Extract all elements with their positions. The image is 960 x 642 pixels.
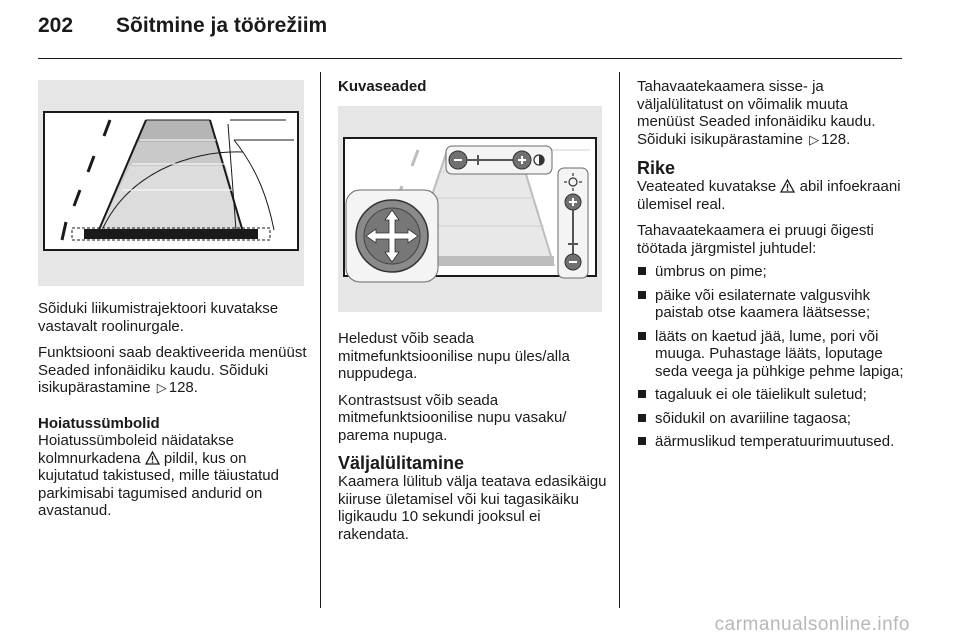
display-settings-figure [338, 106, 602, 312]
list-item: äärmuslikud temperatuurimuutused. [637, 433, 907, 451]
reference-page: 128. [168, 379, 198, 396]
column-middle-body [338, 330, 610, 552]
column-left [38, 300, 308, 529]
column-middle [338, 78, 610, 96]
deactivate-text: Funktsiooni saab deaktiveerida menüüst Seaded infonäidiku kaudu. [38, 344, 307, 379]
warning-text-a: Hoiatussümboleid näidatakse kolmnurkadena [38, 432, 234, 467]
fault-heading: Rike [637, 158, 676, 178]
trajectory-paragraph: Sõiduki liikumistrajektoori kuvatakse vastavalt roolinurgale. [38, 300, 279, 335]
bullet-square-icon [638, 390, 646, 398]
warning-symbols-paragraph [38, 432, 308, 520]
reference-prefix: Sõiduki isikupärastamine [38, 361, 269, 396]
bullet-square-icon [638, 414, 646, 422]
camera-toggle-text: Tahavaatekaamera sisse- ja väljalülitatust on võimalik muuta menüüst Seaded infonäidiku kaudu. [637, 78, 876, 130]
column-divider-1 [320, 72, 321, 608]
page-reference-arrow-icon: ▷ [156, 380, 167, 395]
bullet-square-icon [638, 437, 646, 445]
error-text-a: Veateated kuvatakse [637, 178, 777, 195]
conditions-list [637, 263, 907, 451]
column-divider-2 [619, 72, 620, 608]
camera-toggle-paragraph [637, 78, 907, 148]
warning-symbols-heading: Hoiatussümbolid [38, 414, 160, 432]
watermark: carmanualsonline.info [714, 614, 910, 635]
page-number: 202 [38, 14, 74, 37]
display-settings-illustration [338, 106, 602, 312]
warning-text-b: pildil, kus on kujutatud takistused, mille täiustatud parkimisabi tagumised andurid on avastanud. [38, 449, 279, 519]
brightness-paragraph: Heledust võib seada mitmefunktsioonilise nupu üles/alla nuppudega. [338, 330, 570, 382]
page-title: Sõitmine ja töörežiim [116, 14, 328, 37]
page-reference-arrow-icon: ▷ [809, 131, 820, 147]
error-text-b: abil infoekraani ülemisel real. [637, 178, 901, 213]
reference-page: 128. [821, 130, 851, 148]
list-item: tagaluuk ei ole täielikult suletud; [637, 386, 907, 404]
list-item: ümbrus on pime; [637, 263, 907, 281]
column-right [637, 78, 907, 457]
reference-prefix: Sõiduki isikupärastamine [637, 130, 803, 148]
page-header [38, 14, 898, 44]
warning-triangle-icon [780, 179, 795, 193]
contrast-paragraph: Kontrastsust võib seada mitmefunktsioonilise nupu vasaku/ parema nupuga. [338, 391, 567, 444]
deactivate-paragraph [38, 344, 308, 397]
display-settings-heading: Kuvaseaded [338, 78, 427, 95]
header-divider [38, 58, 902, 59]
list-item: päike või esilaternate valgusvihk paistab otse kaamera läätsesse; [637, 287, 907, 322]
parking-guidelines-figure [38, 80, 304, 286]
parking-guidelines-illustration [38, 80, 304, 286]
list-item: lääts on kaetud jää, lume, pori või muuga. Puhastage lääts, loputage seda veega ja pühkige pehme lapiga; [637, 328, 907, 381]
error-messages-paragraph [637, 178, 907, 213]
switch-off-paragraph: Kaamera lülitub välja teatava edasikäigu kiiruse ületamisel või kui tagasikäiku ligikaudu 10 sekundi jooksul ei rakendata. [338, 473, 607, 543]
list-item: sõidukil on avariiline tagaosa; [637, 410, 907, 428]
switch-off-heading: Väljalülitamine [338, 453, 465, 473]
warning-triangle-icon [145, 451, 160, 465]
bullet-square-icon [638, 291, 646, 299]
bullet-square-icon [638, 332, 646, 340]
conditions-intro-paragraph: Tahavaatekaamera ei pruugi õigesti töötada järgmistel juhtudel: [637, 222, 874, 257]
bullet-square-icon [638, 267, 646, 275]
